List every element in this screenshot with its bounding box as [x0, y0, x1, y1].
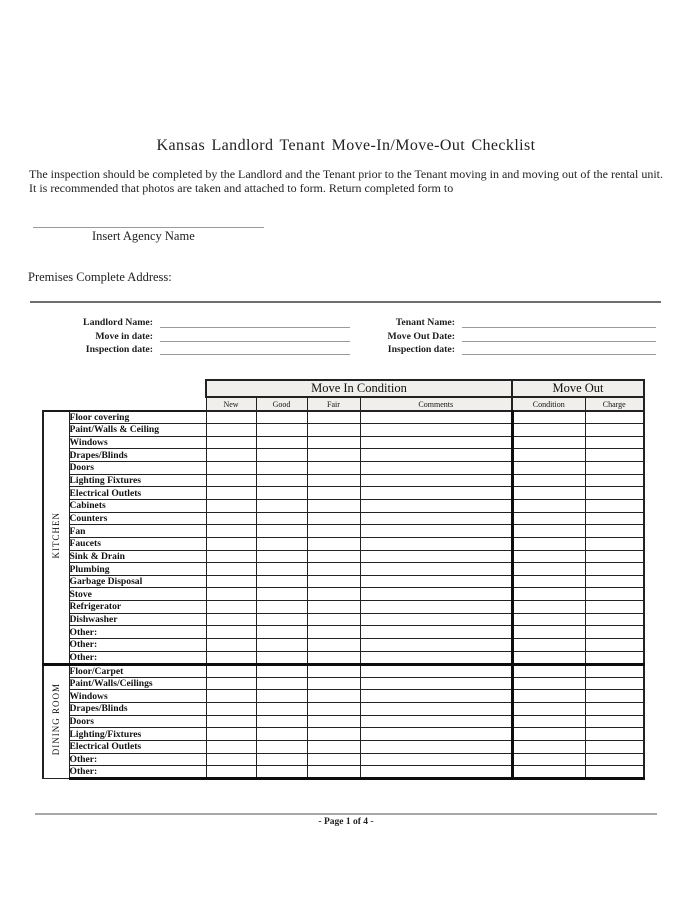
column-header-good: Good — [256, 397, 307, 411]
item-label: Sink & Drain — [69, 550, 206, 563]
grid-cell-good — [256, 740, 307, 753]
grid-cell-new — [206, 575, 256, 588]
grid-cell-condition — [512, 462, 585, 475]
grid-cell-fair — [307, 715, 360, 728]
item-label: Plumbing — [69, 563, 206, 576]
room-section-label-text: DINING ROOM — [51, 683, 62, 756]
grid-cell-charge — [585, 499, 644, 512]
grid-cell-new — [206, 462, 256, 475]
grid-cell-fair — [307, 639, 360, 652]
grid-cell-new — [206, 626, 256, 639]
grid-cell-charge — [585, 487, 644, 500]
item-label: Faucets — [69, 537, 206, 550]
grid-cell-good — [256, 766, 307, 779]
grid-cell-condition — [512, 436, 585, 449]
table-row — [43, 537, 644, 550]
item-label: Cabinets — [69, 499, 206, 512]
grid-cell-good — [256, 702, 307, 715]
grid-cell-condition — [512, 677, 585, 690]
grid-cell-condition — [512, 753, 585, 766]
grid-cell-charge — [585, 651, 644, 664]
grid-cell-good — [256, 563, 307, 576]
table-row — [43, 728, 644, 741]
grid-cell-comments — [360, 740, 512, 753]
grid-cell-comments — [360, 753, 512, 766]
grid-cell-condition — [512, 766, 585, 779]
header-blank-corner — [43, 380, 206, 411]
grid-cell-charge — [585, 563, 644, 576]
grid-cell-charge — [585, 613, 644, 626]
field-blank-line — [160, 343, 350, 355]
grid-cell-condition — [512, 525, 585, 538]
room-section-label — [43, 664, 69, 778]
grid-cell-fair — [307, 487, 360, 500]
page-title: Kansas Landlord Tenant Move-In/Move-Out Checklist — [156, 137, 536, 154]
grid-cell-condition — [512, 740, 585, 753]
field-label: Move Out Date: — [387, 330, 455, 342]
grid-cell-charge — [585, 690, 644, 703]
grid-cell-good — [256, 639, 307, 652]
item-label: Doors — [69, 462, 206, 475]
item-label: Electrical Outlets — [69, 740, 206, 753]
item-label: Paint/Walls/Ceilings — [69, 677, 206, 690]
item-label: Lighting/Fixtures — [69, 728, 206, 741]
grid-cell-condition — [512, 487, 585, 500]
grid-cell-charge — [585, 525, 644, 538]
grid-cell-comments — [360, 411, 512, 424]
intro-paragraph: The inspection should be completed by the Landlord and the Tenant prior to the Tenant moving in and moving out of the rental unit. It is recommended that photos are taken and attached to form. Return completed form to — [29, 167, 663, 196]
grid-cell-fair — [307, 753, 360, 766]
item-label: Paint/Walls & Ceiling — [69, 424, 206, 437]
grid-cell-good — [256, 601, 307, 614]
grid-cell-comments — [360, 563, 512, 576]
grid-cell-new — [206, 449, 256, 462]
column-header-condition: Condition — [512, 397, 585, 411]
grid-cell-new — [206, 715, 256, 728]
grid-cell-new — [206, 525, 256, 538]
field-blank-line — [462, 316, 656, 328]
grid-cell-new — [206, 728, 256, 741]
grid-cell-condition — [512, 651, 585, 664]
grid-cell-fair — [307, 664, 360, 677]
grid-cell-new — [206, 740, 256, 753]
grid-cell-charge — [585, 411, 644, 424]
premises-address-label: Premises Complete Address: — [28, 270, 172, 284]
grid-cell-fair — [307, 740, 360, 753]
grid-cell-condition — [512, 424, 585, 437]
grid-cell-fair — [307, 601, 360, 614]
table-row — [43, 588, 644, 601]
column-header-comments: Comments — [360, 397, 512, 411]
landlord-field-row — [30, 315, 350, 328]
grid-cell-good — [256, 449, 307, 462]
column-header-new: New — [206, 397, 256, 411]
grid-cell-charge — [585, 715, 644, 728]
table-row — [43, 525, 644, 538]
grid-cell-fair — [307, 690, 360, 703]
grid-cell-condition — [512, 512, 585, 525]
grid-cell-good — [256, 613, 307, 626]
grid-cell-fair — [307, 474, 360, 487]
grid-cell-new — [206, 651, 256, 664]
grid-cell-fair — [307, 563, 360, 576]
item-label: Refrigerator — [69, 601, 206, 614]
table-row — [43, 563, 644, 576]
grid-cell-charge — [585, 424, 644, 437]
grid-cell-condition — [512, 664, 585, 677]
grid-cell-comments — [360, 728, 512, 741]
table-row — [43, 499, 644, 512]
item-label: Dishwasher — [69, 613, 206, 626]
room-section-label — [43, 411, 69, 664]
grid-cell-condition — [512, 728, 585, 741]
grid-cell-charge — [585, 677, 644, 690]
table-row — [43, 677, 644, 690]
grid-cell-condition — [512, 626, 585, 639]
grid-cell-good — [256, 537, 307, 550]
grid-cell-charge — [585, 474, 644, 487]
grid-cell-fair — [307, 626, 360, 639]
grid-cell-comments — [360, 462, 512, 475]
grid-cell-good — [256, 499, 307, 512]
grid-cell-new — [206, 677, 256, 690]
grid-cell-charge — [585, 728, 644, 741]
grid-cell-new — [206, 588, 256, 601]
table-row — [43, 651, 644, 664]
grid-cell-condition — [512, 449, 585, 462]
item-label: Drapes/Blinds — [69, 449, 206, 462]
grid-cell-comments — [360, 550, 512, 563]
grid-cell-good — [256, 512, 307, 525]
grid-cell-comments — [360, 651, 512, 664]
grid-cell-comments — [360, 690, 512, 703]
grid-cell-fair — [307, 728, 360, 741]
item-label: Other: — [69, 651, 206, 664]
table-row — [43, 613, 644, 626]
item-label: Counters — [69, 512, 206, 525]
table-row — [43, 715, 644, 728]
grid-cell-fair — [307, 651, 360, 664]
grid-cell-comments — [360, 537, 512, 550]
item-label: Floor/Carpet — [69, 664, 206, 677]
field-label: Inspection date: — [85, 344, 153, 356]
grid-cell-comments — [360, 436, 512, 449]
grid-cell-new — [206, 639, 256, 652]
grid-cell-comments — [360, 715, 512, 728]
grid-cell-charge — [585, 436, 644, 449]
grid-cell-new — [206, 601, 256, 614]
grid-cell-condition — [512, 639, 585, 652]
grid-cell-good — [256, 690, 307, 703]
group-header-row — [43, 380, 644, 397]
column-header-fair: Fair — [307, 397, 360, 411]
grid-cell-condition — [512, 499, 585, 512]
item-label: Lighting Fixtures — [69, 474, 206, 487]
grid-cell-fair — [307, 550, 360, 563]
grid-cell-charge — [585, 639, 644, 652]
grid-cell-charge — [585, 626, 644, 639]
grid-cell-comments — [360, 613, 512, 626]
group-header-move-out: Move Out — [512, 380, 644, 397]
table-row — [43, 512, 644, 525]
grid-cell-fair — [307, 537, 360, 550]
item-label: Floor covering — [69, 411, 206, 424]
item-label: Doors — [69, 715, 206, 728]
tenant-field-row — [340, 315, 656, 328]
grid-cell-good — [256, 664, 307, 677]
grid-cell-charge — [585, 550, 644, 563]
grid-cell-new — [206, 613, 256, 626]
grid-cell-new — [206, 664, 256, 677]
grid-cell-charge — [585, 449, 644, 462]
item-label: Garbage Disposal — [69, 575, 206, 588]
grid-cell-comments — [360, 677, 512, 690]
field-blank-line — [462, 343, 656, 355]
grid-cell-fair — [307, 449, 360, 462]
page-number: - Page 1 of 4 - — [318, 817, 374, 827]
grid-cell-new — [206, 512, 256, 525]
table-row — [43, 690, 644, 703]
field-label: Move in date: — [95, 330, 153, 342]
table-row — [43, 424, 644, 437]
grid-cell-fair — [307, 588, 360, 601]
grid-cell-good — [256, 462, 307, 475]
grid-cell-good — [256, 651, 307, 664]
item-label: Other: — [69, 639, 206, 652]
grid-cell-comments — [360, 639, 512, 652]
grid-cell-comments — [360, 601, 512, 614]
item-label: Windows — [69, 690, 206, 703]
table-row — [43, 474, 644, 487]
grid-cell-new — [206, 550, 256, 563]
checklist-table — [42, 379, 645, 780]
landlord-field-row — [30, 342, 350, 355]
grid-cell-comments — [360, 575, 512, 588]
grid-cell-condition — [512, 613, 585, 626]
grid-cell-condition — [512, 474, 585, 487]
item-label: Windows — [69, 436, 206, 449]
field-label: Tenant Name: — [395, 317, 455, 329]
agency-name-label: Insert Agency Name — [92, 229, 195, 243]
footer-rule — [35, 813, 657, 815]
field-label: Landlord Name: — [83, 317, 153, 329]
field-blank-line — [160, 330, 350, 342]
grid-cell-comments — [360, 424, 512, 437]
checklist-table-wrap — [42, 379, 645, 780]
grid-cell-fair — [307, 411, 360, 424]
grid-cell-comments — [360, 525, 512, 538]
grid-cell-comments — [360, 766, 512, 779]
grid-cell-good — [256, 424, 307, 437]
grid-cell-fair — [307, 462, 360, 475]
grid-cell-good — [256, 677, 307, 690]
table-row — [43, 664, 644, 677]
grid-cell-condition — [512, 702, 585, 715]
grid-cell-good — [256, 474, 307, 487]
grid-cell-good — [256, 436, 307, 449]
grid-cell-comments — [360, 626, 512, 639]
grid-cell-fair — [307, 575, 360, 588]
table-row — [43, 702, 644, 715]
grid-cell-charge — [585, 740, 644, 753]
group-header-move-in: Move In Condition — [206, 380, 512, 397]
item-label: Fan — [69, 525, 206, 538]
item-label: Drapes/Blinds — [69, 702, 206, 715]
grid-cell-comments — [360, 449, 512, 462]
field-label: Inspection date: — [387, 344, 455, 356]
grid-cell-charge — [585, 601, 644, 614]
tenant-field-row — [340, 342, 656, 355]
grid-cell-condition — [512, 537, 585, 550]
table-row — [43, 740, 644, 753]
grid-cell-comments — [360, 499, 512, 512]
grid-cell-charge — [585, 462, 644, 475]
table-row — [43, 626, 644, 639]
grid-cell-new — [206, 424, 256, 437]
grid-cell-fair — [307, 766, 360, 779]
grid-cell-comments — [360, 664, 512, 677]
table-row — [43, 487, 644, 500]
grid-cell-charge — [585, 575, 644, 588]
grid-cell-condition — [512, 575, 585, 588]
grid-cell-good — [256, 728, 307, 741]
table-row — [43, 550, 644, 563]
grid-cell-charge — [585, 512, 644, 525]
section-divider-rule — [30, 301, 661, 303]
grid-cell-new — [206, 411, 256, 424]
grid-cell-fair — [307, 424, 360, 437]
grid-cell-condition — [512, 588, 585, 601]
item-label: Electrical Outlets — [69, 487, 206, 500]
grid-cell-comments — [360, 474, 512, 487]
grid-cell-new — [206, 563, 256, 576]
grid-cell-new — [206, 474, 256, 487]
grid-cell-good — [256, 525, 307, 538]
grid-cell-condition — [512, 601, 585, 614]
grid-cell-condition — [512, 411, 585, 424]
grid-cell-fair — [307, 512, 360, 525]
grid-cell-comments — [360, 512, 512, 525]
grid-cell-condition — [512, 563, 585, 576]
grid-cell-new — [206, 537, 256, 550]
grid-cell-charge — [585, 537, 644, 550]
grid-cell-charge — [585, 588, 644, 601]
grid-cell-new — [206, 487, 256, 500]
grid-cell-charge — [585, 753, 644, 766]
grid-cell-fair — [307, 436, 360, 449]
table-row — [43, 601, 644, 614]
table-row — [43, 639, 644, 652]
item-label: Other: — [69, 626, 206, 639]
landlord-fields-block — [30, 315, 350, 355]
grid-cell-charge — [585, 702, 644, 715]
table-row — [43, 411, 644, 424]
grid-cell-fair — [307, 677, 360, 690]
landlord-field-row — [30, 328, 350, 341]
grid-cell-good — [256, 575, 307, 588]
table-row — [43, 462, 644, 475]
grid-cell-good — [256, 487, 307, 500]
room-section-label-text: KITCHEN — [51, 511, 62, 559]
table-row — [43, 753, 644, 766]
grid-cell-good — [256, 550, 307, 563]
grid-cell-fair — [307, 525, 360, 538]
table-row — [43, 436, 644, 449]
grid-cell-charge — [585, 766, 644, 779]
grid-cell-condition — [512, 690, 585, 703]
grid-cell-good — [256, 715, 307, 728]
column-header-charge: Charge — [585, 397, 644, 411]
field-blank-line — [462, 330, 656, 342]
grid-cell-comments — [360, 702, 512, 715]
item-label: Other: — [69, 766, 206, 779]
tenant-field-row — [340, 328, 656, 341]
grid-cell-good — [256, 753, 307, 766]
table-row — [43, 766, 644, 779]
table-row — [43, 449, 644, 462]
grid-cell-good — [256, 626, 307, 639]
grid-cell-new — [206, 499, 256, 512]
grid-cell-fair — [307, 499, 360, 512]
grid-cell-new — [206, 766, 256, 779]
grid-cell-comments — [360, 588, 512, 601]
agency-name-line — [33, 227, 264, 228]
grid-cell-condition — [512, 715, 585, 728]
item-label: Other: — [69, 753, 206, 766]
grid-cell-fair — [307, 613, 360, 626]
grid-cell-fair — [307, 702, 360, 715]
grid-cell-new — [206, 436, 256, 449]
grid-cell-charge — [585, 664, 644, 677]
grid-cell-good — [256, 411, 307, 424]
grid-cell-good — [256, 588, 307, 601]
tenant-fields-block — [340, 315, 656, 355]
grid-cell-new — [206, 690, 256, 703]
item-label: Stove — [69, 588, 206, 601]
field-blank-line — [160, 316, 350, 328]
table-row — [43, 575, 644, 588]
grid-cell-condition — [512, 550, 585, 563]
grid-cell-comments — [360, 487, 512, 500]
grid-cell-new — [206, 702, 256, 715]
grid-cell-new — [206, 753, 256, 766]
